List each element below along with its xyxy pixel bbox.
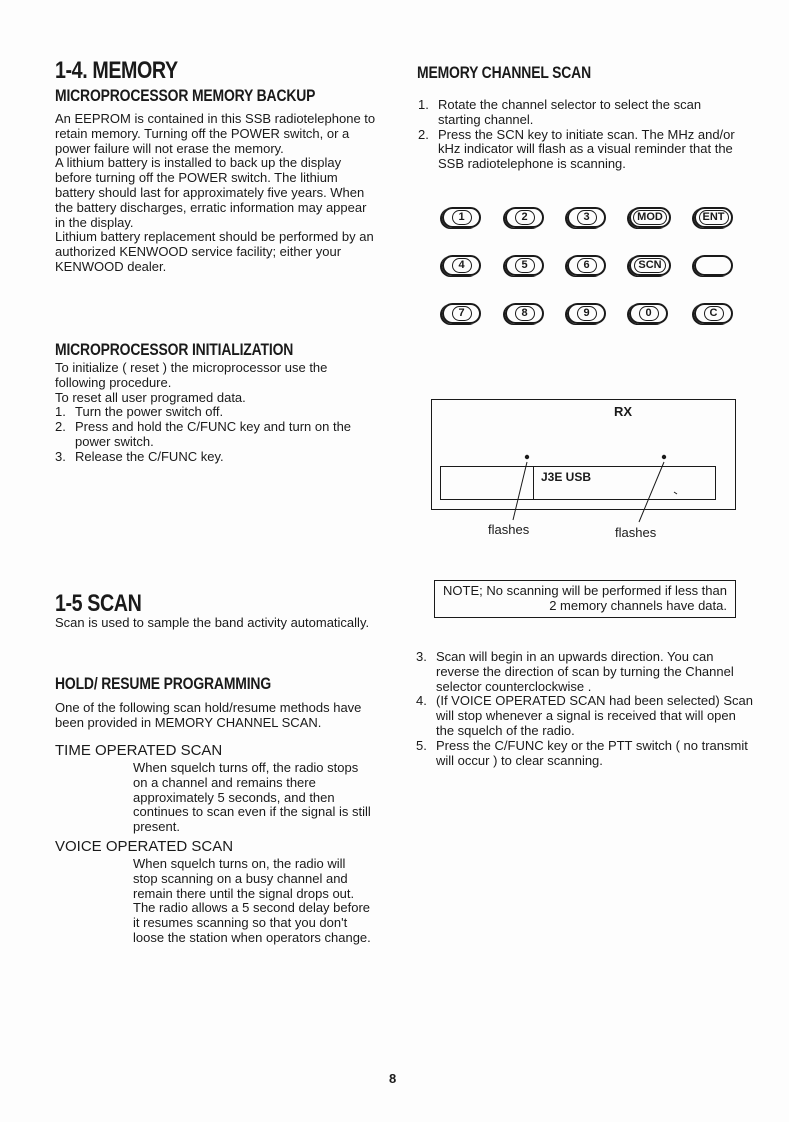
key-label: 4 (452, 258, 472, 273)
mcs-steps-b (416, 650, 756, 768)
key-label: 8 (515, 306, 535, 321)
step-number: 3. (416, 649, 427, 664)
key-label: 9 (577, 306, 597, 321)
step-text: Turn the power switch off. (75, 404, 224, 420)
steps-list-b (416, 650, 756, 768)
init-heading: MICROPROCESSOR INITIALIZATION (55, 340, 294, 359)
mcs-heading: MEMORY CHANNEL SCAN (417, 63, 591, 82)
hold-intro: One of the following scan hold/resume methods have been provided in MEMORY CHANNEL SCAN. (55, 700, 362, 730)
backup-paragraph-2: A lithium battery is installed to back up the display before turning off the POWER switch. The lithium battery should last for approximately five years. When the battery discharges, erratic information may appear in the display. (55, 155, 367, 230)
list-item (416, 739, 756, 769)
step-text: Release the C/FUNC key. (75, 448, 224, 464)
backup-heading: MICROPROCESSOR MEMORY BACKUP (55, 86, 316, 105)
step-number: 2. (418, 126, 429, 142)
key-label: C (704, 306, 724, 321)
key-label: ENT (699, 210, 729, 225)
flashes-label-right: flashes (615, 525, 657, 540)
page-number: 8 (389, 1071, 397, 1086)
key-label: MOD (633, 210, 667, 225)
key-label: 6 (577, 258, 597, 273)
flashes-label-left: flashes (488, 522, 530, 537)
key-label: 2 (515, 210, 535, 225)
time-text: When squelch turns off, the radio stops on a channel and remains there approximately 5 seconds, and then continues to scan even if the signal is still present. (133, 760, 371, 835)
time-heading: TIME OPERATED SCAN (55, 742, 223, 759)
pointer-line-right (639, 462, 664, 522)
step-number: 3. (55, 448, 66, 464)
backup-paragraph-1: An EEPROM is contained in this SSB radiotelephone to retain memory. Turning off the POWER switch, or a power failure will not erase the memory. (55, 111, 376, 156)
step-text: Press the SCN key to initiate scan. The MHz and/or kHz indicator will flash as a visual reminder that the SSB radiotelephone is scanning. (438, 126, 735, 172)
step-number: 2. (55, 419, 66, 435)
init-intro: To initialize ( reset ) the microprocessor use the following procedure. (55, 360, 328, 390)
step-number: 1. (55, 404, 66, 420)
key-label: 3 (577, 210, 597, 225)
key-label: 0 (639, 306, 659, 321)
step-text: Press and hold the C/FUNC key and turn on the power switch. (75, 419, 352, 449)
step-number: 4. (416, 693, 427, 709)
list-item (416, 694, 756, 738)
step-number: 1. (418, 97, 429, 112)
mode-label: J3E USB (541, 470, 592, 484)
pointer-line-left (513, 462, 527, 520)
scan-intro: Scan is used to sample the band activity automatically. (55, 615, 370, 630)
backup-paragraph-3: Lithium battery replacement should be performed by an authorized KENWOOD service facility; either your KENWOOD dealer. (55, 229, 374, 274)
key-label: SCN (634, 258, 665, 273)
key-label: 5 (515, 258, 535, 273)
rx-indicator: RX (614, 404, 633, 419)
voice-text: When squelch turns on, the radio will stop scanning on a busy channel and remain there until the signal drops out. The radio allows a 5 second delay before it resumes scanning so that you don't loose the station when operators change. (133, 856, 371, 945)
init-reset: To reset all user programed data. (55, 389, 246, 405)
step-text: Rotate the channel selector to select the scan starting channel. (438, 97, 702, 127)
hold-heading: HOLD/ RESUME PROGRAMMING (55, 674, 272, 693)
list-item (416, 650, 756, 694)
scan-heading: 1-5 SCAN (55, 590, 142, 617)
key-label: 1 (452, 210, 472, 225)
indicator-dot-left (525, 455, 529, 459)
memory-heading: 1-4. MEMORY (55, 57, 178, 84)
step-text: Scan will begin in an upwards direction. You can reverse the direction of scan by turning the Channel selector counterclockwise . (436, 649, 734, 694)
key-label: 7 (452, 306, 472, 321)
step-number: 5. (416, 737, 427, 753)
note-box: NOTE; No scanning will be performed if less than 2 memory channels have data. (434, 580, 736, 618)
step-text: Press the C/FUNC key or the PTT switch ( no transmit will occur ) to clear scanning. (436, 737, 748, 768)
voice-heading: VOICE OPERATED SCAN (55, 838, 234, 855)
display-mark (674, 492, 677, 494)
indicator-dot-right (662, 455, 666, 459)
step-text: (If VOICE OPERATED SCAN had been selected) Scan will stop whenever a signal is received that will open the squelch of the radio. (436, 693, 753, 738)
